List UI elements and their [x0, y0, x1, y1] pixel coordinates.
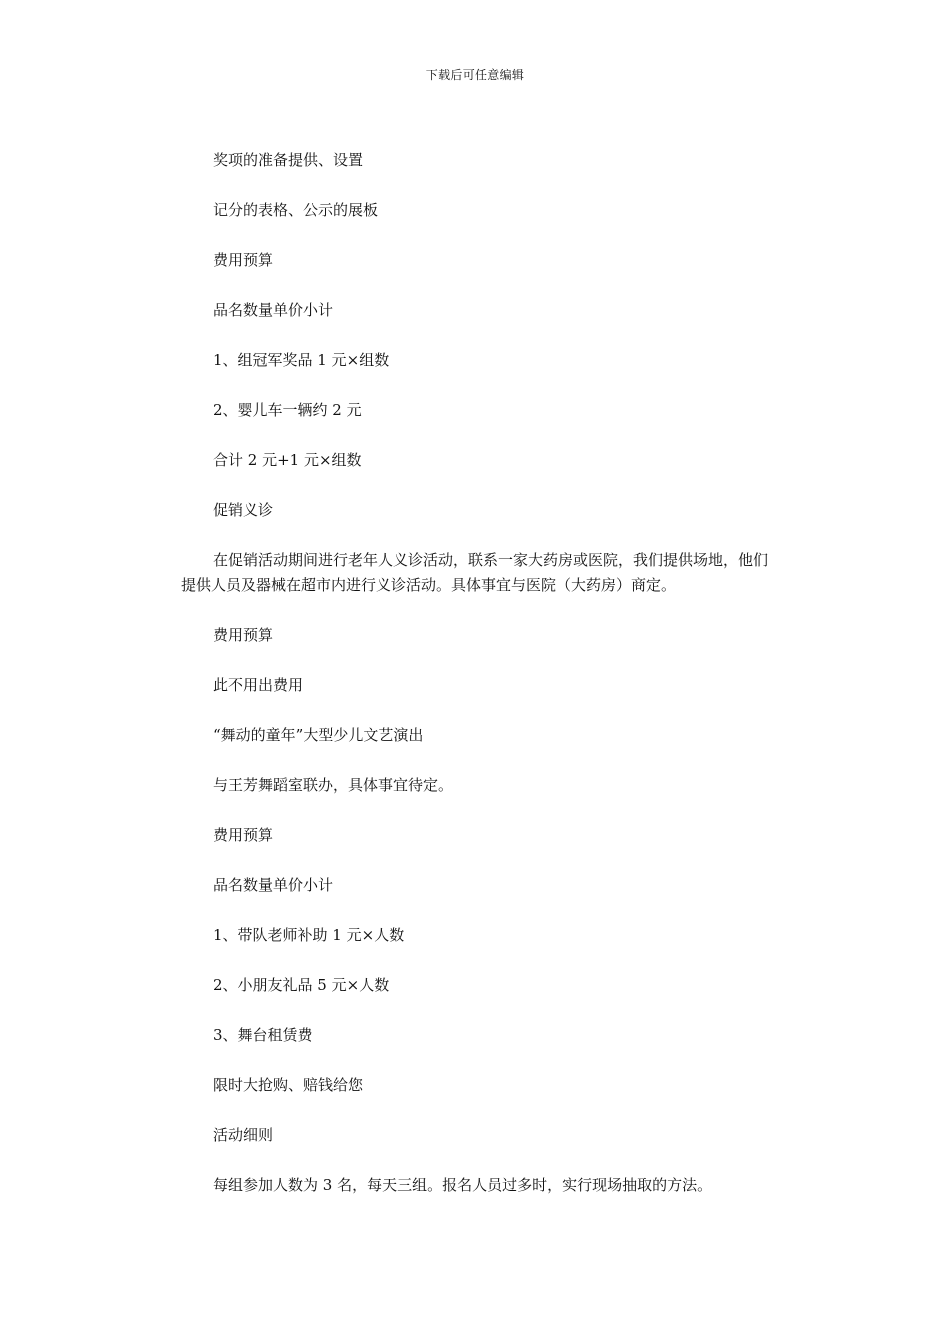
paragraph: 记分的表格、公示的展板 — [213, 201, 379, 219]
paragraph: 品名数量单价小计 — [213, 876, 334, 894]
paragraph: 1、带队老师补助 1 元×人数 — [213, 926, 405, 944]
paragraph: 促销义诊 — [213, 501, 274, 519]
paragraph: 1、组冠军奖品 1 元×组数 — [213, 351, 390, 369]
paragraph: 费用预算 — [213, 626, 274, 644]
paragraph: 品名数量单价小计 — [213, 301, 334, 319]
paragraph: 与王芳舞蹈室联办，具体事宜待定。 — [213, 776, 454, 794]
paragraph: 费用预算 — [213, 251, 274, 269]
paragraph: 此不用出费用 — [213, 676, 304, 694]
paragraph: 活动细则 — [213, 1126, 274, 1144]
paragraph: 在促销活动期间进行老年人义诊活动，联系一家大药房或医院，我们提供场地，他们提供人员及器械在超市内进行义诊活动。具体事宜与医院（大药房）商定。 — [181, 551, 769, 594]
paragraph: 每组参加人数为 3 名，每天三组。报名人员过多时，实行现场抽取的方法。 — [213, 1176, 713, 1194]
page-header: 下载后可任意编辑 — [425, 68, 525, 82]
document-body — [181, 148, 771, 1223]
paragraph: 奖项的准备提供、设置 — [213, 151, 364, 169]
paragraph: 2、小朋友礼品 5 元×人数 — [213, 976, 390, 994]
paragraph: 费用预算 — [213, 826, 274, 844]
paragraph: 合计 2 元+1 元×组数 — [213, 451, 362, 469]
paragraph: 3、舞台租赁费 — [213, 1026, 313, 1044]
paragraph: 2、婴儿车一辆约 2 元 — [213, 401, 362, 419]
paragraph: 限时大抢购、赔钱给您 — [213, 1076, 364, 1094]
paragraph: “舞动的童年”大型少儿文艺演出 — [213, 726, 424, 744]
